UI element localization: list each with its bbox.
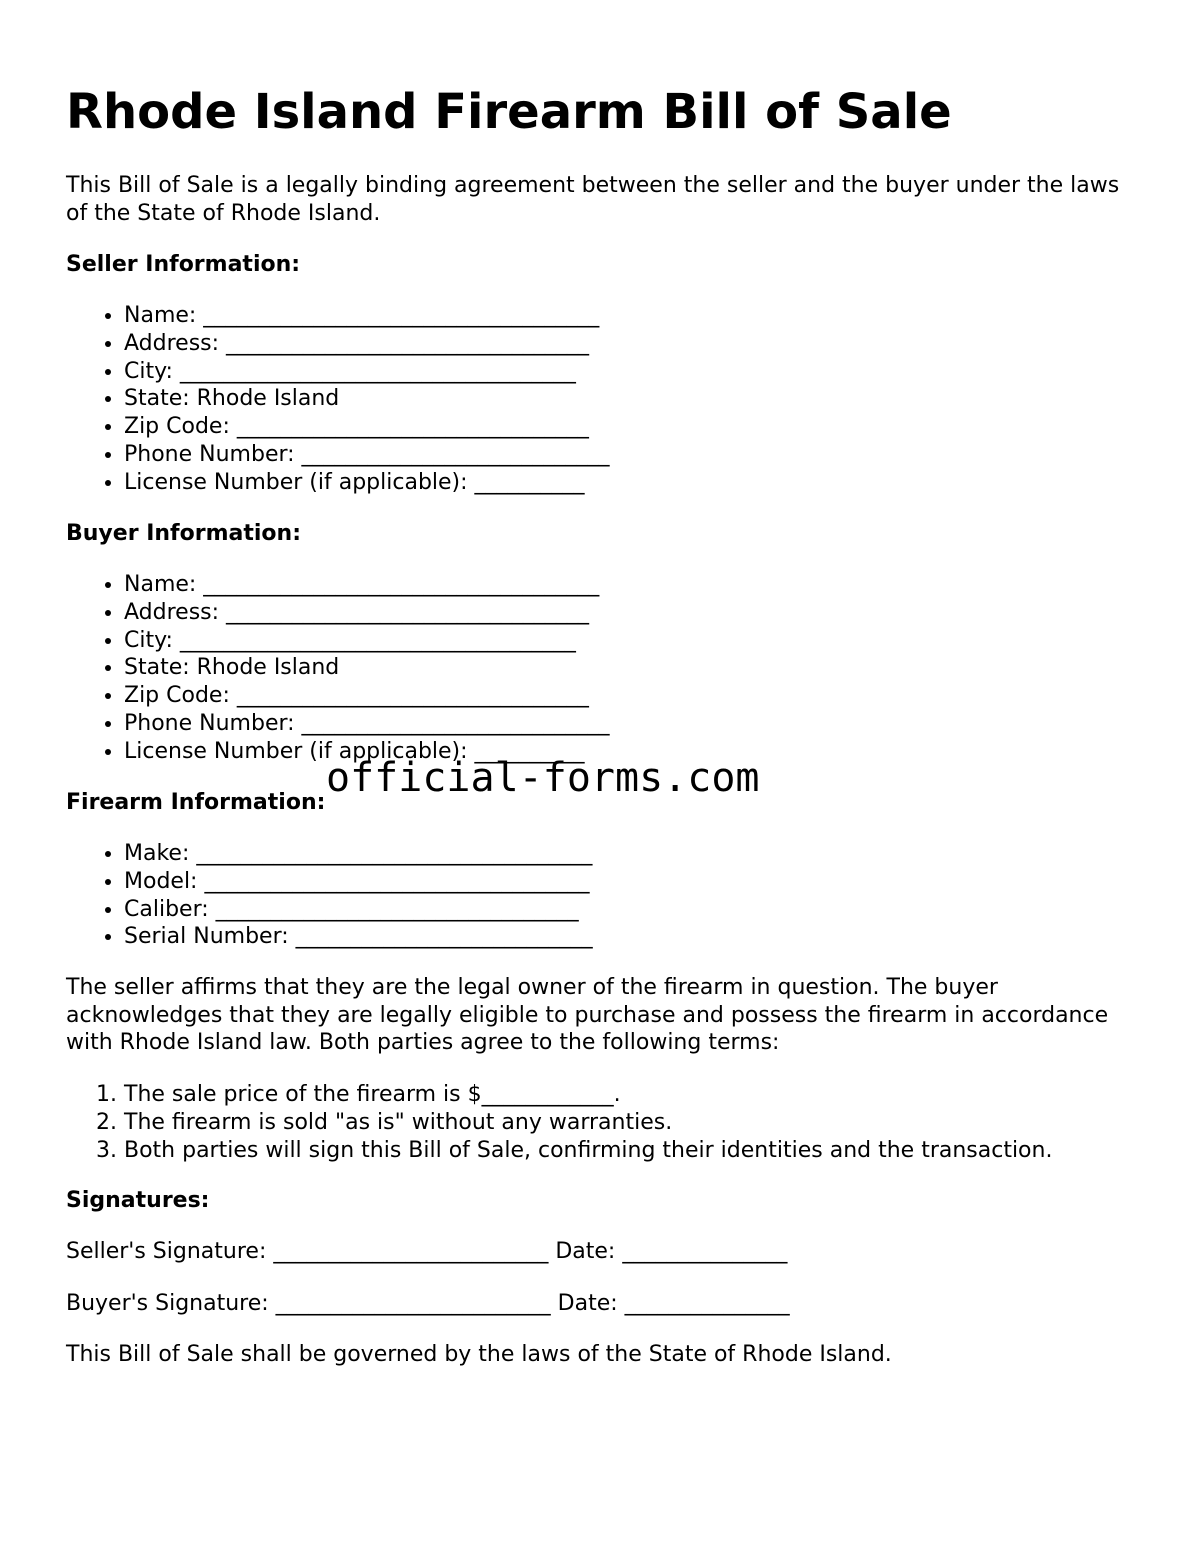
buyer-name-field: • Name: ____________________________________ (124, 571, 610, 599)
governing-law-paragraph: This Bill of Sale shall be governed by the laws of the State of Rhode Island. (66, 1342, 892, 1367)
buyer-signature-line: Buyer's Signature: _________________________ Date: _______________ (66, 1291, 790, 1316)
seller-heading: Seller Information: (66, 252, 301, 277)
firearm-make-field: • Make: ____________________________________ (124, 840, 593, 868)
seller-signature-line: Seller's Signature: _________________________ Date: _______________ (66, 1239, 788, 1264)
affirmation-paragraph: The seller affirms that they are the legal owner of the firearm in question. The buyer acknowledges that they are legally eligible to purchase and possess the firearm in accordance with Rhode Island law. Both parties agree to the following terms: (66, 975, 1109, 1055)
firearm-serial-field: • Serial Number: ___________________________ (124, 923, 593, 951)
page-title: Rhode Island Firearm Bill of Sale (66, 84, 952, 140)
buyer-city-field: • City: ____________________________________ (124, 627, 610, 655)
firearm-heading: Firearm Information: (66, 790, 326, 815)
seller-fields-list (66, 302, 610, 497)
buyer-state-field: • State: Rhode Island (124, 654, 610, 682)
firearm-fields-list (66, 840, 593, 951)
signatures-heading: Signatures: (66, 1188, 210, 1213)
seller-name-field: • Name: ____________________________________ (124, 302, 610, 330)
firearm-model-field: • Model: ___________________________________ (124, 868, 593, 896)
seller-zip-field: • Zip Code: ________________________________ (124, 413, 610, 441)
buyer-license-field: • License Number (if applicable): __________ (124, 738, 610, 766)
seller-state-field: • State: Rhode Island (124, 385, 610, 413)
buyer-address-field: • Address: _________________________________ (124, 599, 610, 627)
seller-address-field: • Address: _________________________________ (124, 330, 610, 358)
term-sale-price: 1. The sale price of the firearm is $____________. (124, 1081, 1052, 1109)
seller-city-field: • City: ____________________________________ (124, 358, 610, 386)
buyer-phone-field: • Phone Number: ____________________________ (124, 710, 610, 738)
term-signatures: 3. Both parties will sign this Bill of Sale, confirming their identities and the transaction. (124, 1137, 1052, 1165)
terms-list (66, 1081, 1052, 1164)
seller-license-field: • License Number (if applicable): __________ (124, 469, 610, 497)
buyer-heading: Buyer Information: (66, 521, 301, 546)
term-as-is: 2. The firearm is sold "as is" without any warranties. (124, 1109, 1052, 1137)
buyer-fields-list (66, 571, 610, 766)
firearm-caliber-field: • Caliber: _________________________________ (124, 896, 593, 924)
seller-phone-field: • Phone Number: ____________________________ (124, 441, 610, 469)
intro-paragraph: This Bill of Sale is a legally binding agreement between the seller and the buyer under the laws of the State of Rhode Island. (66, 173, 1120, 226)
buyer-zip-field: • Zip Code: ________________________________ (124, 682, 610, 710)
watermark-text: official-forms.com (326, 755, 760, 801)
